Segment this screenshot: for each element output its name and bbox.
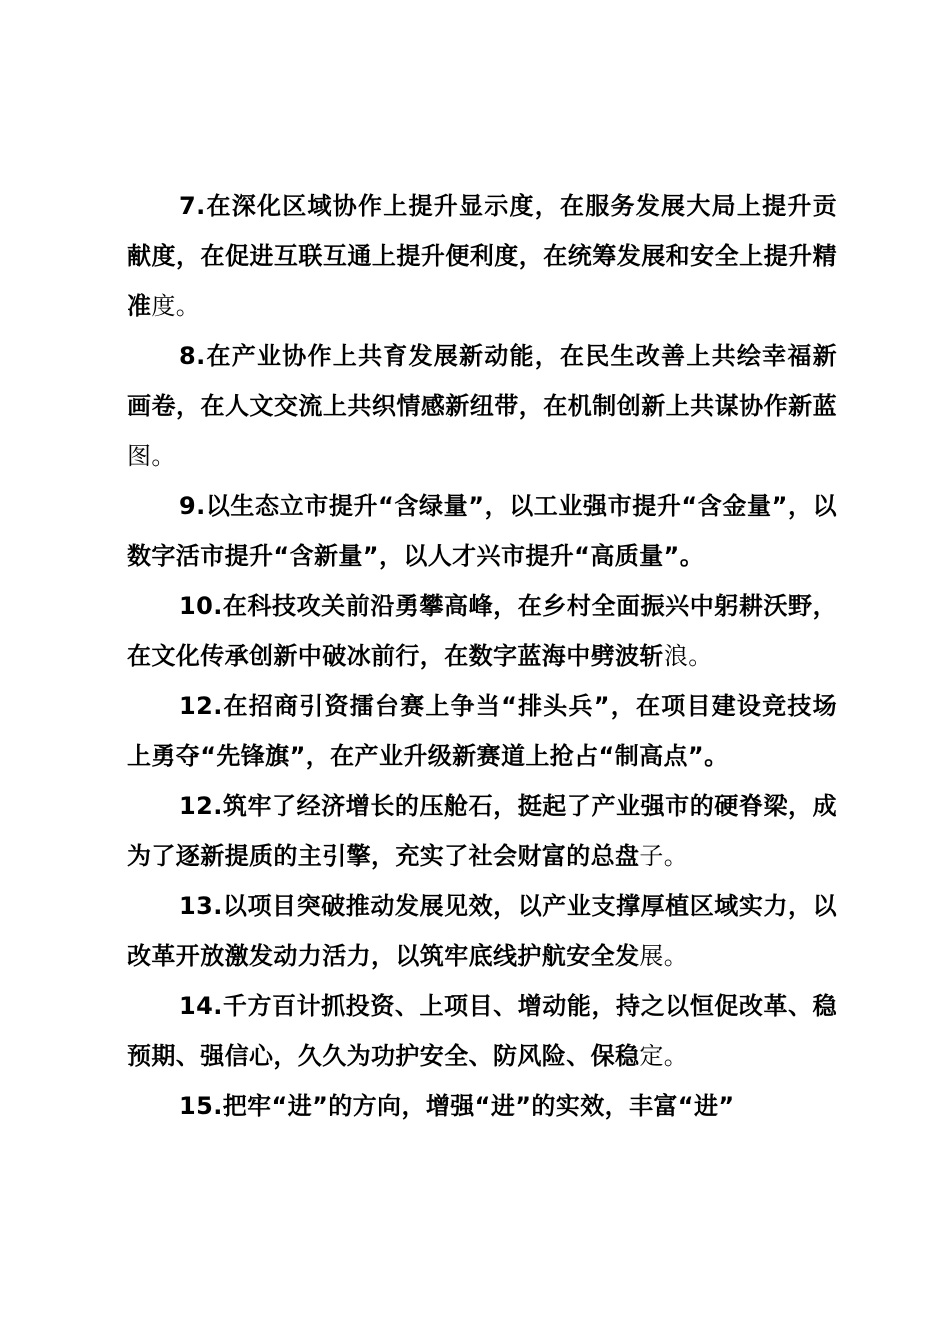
paragraph-13	[127, 881, 837, 981]
paragraph-text: 8.在产业协作上共育发展新动能，在民生改善上共绘幸福新画卷，在人文交流上共织情感新纽带，在机制创新上共谋协作新蓝	[127, 342, 837, 420]
paragraph-8	[127, 331, 837, 481]
paragraph-12b	[127, 781, 837, 881]
paragraph-7	[127, 181, 837, 331]
paragraph-10	[127, 581, 837, 681]
paragraph-tail: 子。	[639, 842, 689, 870]
paragraph-text: 14.千方百计抓投资、上项目、增动能，持之以恒促改革、稳预期、强信心，久久为功护安全、防风险、保稳	[127, 992, 837, 1070]
paragraph-14	[127, 981, 837, 1081]
paragraph-tail: 图。	[127, 442, 176, 470]
paragraph-tail: 定。	[639, 1042, 689, 1070]
paragraph-12a	[127, 681, 837, 781]
paragraph-tail: 展。	[639, 942, 689, 970]
paragraph-tail: 度。	[151, 292, 201, 320]
paragraph-15	[127, 1081, 837, 1131]
document-body	[127, 181, 837, 1131]
paragraph-text: 13.以项目突破推动发展见效，以产业支撑厚植区域实力，以改革开放激发动力活力，以筑牢底线护航安全发	[127, 892, 837, 970]
paragraph-tail: 浪。	[663, 642, 713, 670]
paragraph-text: 12.筑牢了经济增长的压舱石，挺起了产业强市的硬脊梁，成为了逐新提质的主引擎，充实了社会财富的总盘	[127, 792, 837, 870]
paragraph-9	[127, 481, 837, 581]
paragraph-text: 15.把牢“进”的方向，增强“进”的实效，丰富“进”	[179, 1092, 735, 1120]
paragraph-text: 10.在科技攻关前沿勇攀高峰，在乡村全面振兴中躬耕沃野，在文化传承创新中破冰前行，在数字蓝海中劈波斩	[127, 592, 837, 670]
paragraph-text: 9.以生态立市提升“含绿量”，以工业强市提升“含金量”，以数字活市提升“含新量”，以人才兴市提升“高质量”。	[127, 492, 837, 570]
paragraph-text: 12.在招商引资擂台赛上争当“排头兵”，在项目建设竞技场上勇夺“先锋旗”，在产业升级新赛道上抢占“制高点”。	[127, 692, 837, 770]
paragraph-text: 7.在深化区域协作上提升显示度，在服务发展大局上提升贡献度，在促进互联互通上提升便利度，在统筹发展和安全上提升精准	[127, 192, 837, 320]
